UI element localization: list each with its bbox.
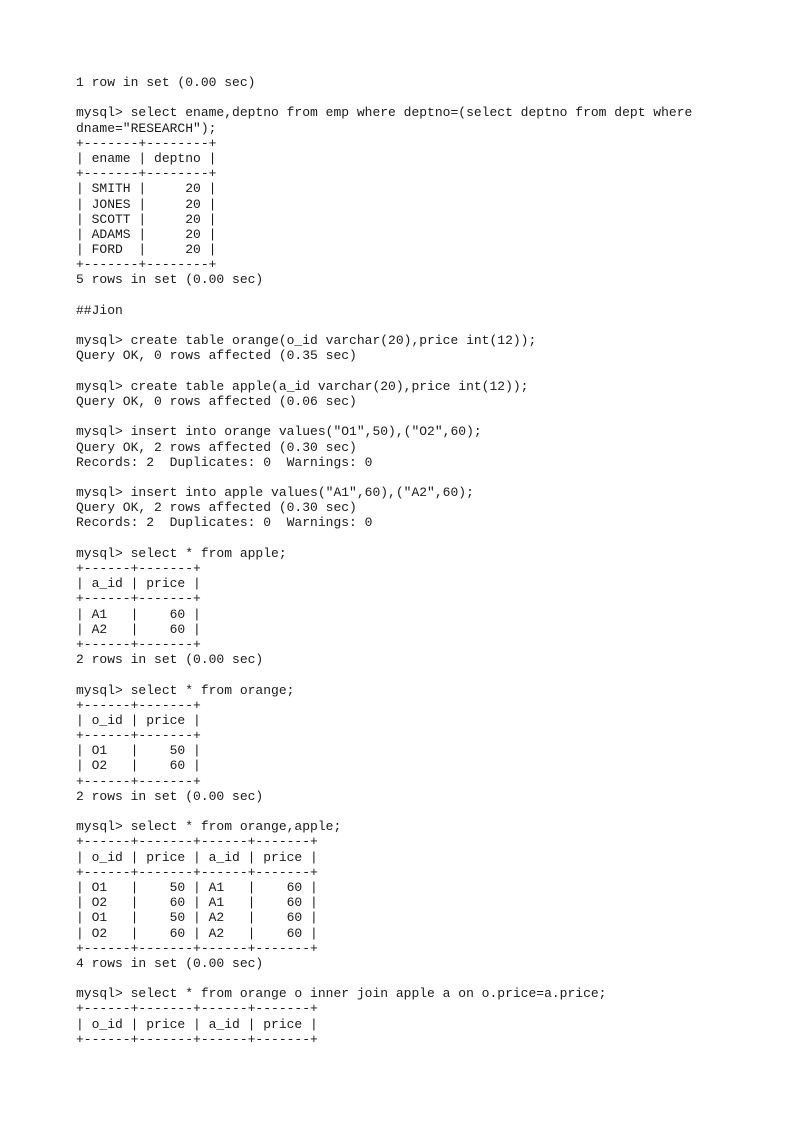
table-row-line: | O2 | 60 |	[76, 758, 201, 774]
blank-line	[76, 971, 776, 986]
table-row-line: | O1 | 50 | A2 | 60 |	[76, 910, 318, 926]
table-row-line: | O2 | 60 | A1 | 60 |	[76, 895, 318, 911]
sql-command-line: mysql> select * from apple;	[76, 545, 287, 561]
blank-line	[76, 90, 776, 105]
table-border-line: +------+-------+	[76, 636, 201, 652]
table-border-line: +------+-------+------+-------+	[76, 834, 318, 850]
result-status-line: 5 rows in set (0.00 sec)	[76, 272, 264, 288]
sql-command-line: mysql> insert into orange values("O1",50),("O2",60);	[76, 424, 482, 440]
table-row-line: | JONES | 20 |	[76, 196, 217, 212]
result-status-line: Records: 2 Duplicates: 0 Warnings: 0	[76, 454, 373, 470]
table-row-line: | o_id | price |	[76, 712, 201, 728]
table-border-line: +------+-------+	[76, 697, 201, 713]
result-status-line: 2 rows in set (0.00 sec)	[76, 652, 264, 668]
blank-line	[76, 409, 776, 424]
sql-command-line: mysql> create table orange(o_id varchar(20),price int(12));	[76, 333, 537, 349]
table-border-line: +------+-------+------+-------+	[76, 1031, 318, 1047]
table-row-line: | SCOTT | 20 |	[76, 211, 217, 227]
table-row-line: | O1 | 50 |	[76, 743, 201, 759]
table-row-line: | O1 | 50 | A1 | 60 |	[76, 879, 318, 895]
table-row-line: | o_id | price | a_id | price |	[76, 849, 318, 865]
table-row-line: | FORD | 20 |	[76, 242, 217, 258]
result-status-line: 1 row in set (0.00 sec)	[76, 75, 256, 90]
table-row-line: | ename | deptno |	[76, 150, 217, 166]
result-status-line: Query OK, 0 rows affected (0.06 sec)	[76, 393, 357, 409]
table-border-line: +-------+--------+	[76, 257, 217, 273]
result-status-line: Query OK, 2 rows affected (0.30 sec)	[76, 439, 357, 455]
blank-line	[76, 364, 776, 379]
table-border-line: +------+-------+	[76, 773, 201, 789]
sql-command-line: mysql> select * from orange,apple;	[76, 819, 342, 835]
table-row-line: | SMITH | 20 |	[76, 181, 217, 197]
table-border-line: +------+-------+------+-------+	[76, 940, 318, 956]
sql-command-line: mysql> insert into apple values("A1",60),("A2",60);	[76, 485, 474, 501]
result-status-line: 4 rows in set (0.00 sec)	[76, 955, 264, 971]
table-border-line: +-------+--------+	[76, 166, 217, 182]
blank-line	[76, 531, 776, 546]
table-border-line: +------+-------+	[76, 728, 201, 744]
table-row-line: | ADAMS | 20 |	[76, 226, 217, 242]
sql-command-line: mysql> create table apple(a_id varchar(20),price int(12));	[76, 378, 529, 394]
table-row-line: | A1 | 60 |	[76, 606, 201, 622]
table-row-line: | A2 | 60 |	[76, 621, 201, 637]
table-border-line: +------+-------+------+-------+	[76, 1001, 318, 1017]
table-border-line: +------+-------+	[76, 561, 201, 576]
table-border-line: +------+-------+------+-------+	[76, 864, 318, 880]
table-border-line: +------+-------+	[76, 591, 201, 607]
sql-command-line: mysql> select * from orange o inner join apple a on o.price=a.price;	[76, 986, 607, 1002]
text-line: dname="RESEARCH");	[76, 120, 217, 136]
document-page	[76, 75, 776, 1047]
table-row-line: | O2 | 60 | A2 | 60 |	[76, 925, 318, 941]
table-row-line: | a_id | price |	[76, 576, 201, 592]
result-status-line: Records: 2 Duplicates: 0 Warnings: 0	[76, 515, 373, 531]
result-status-line: 2 rows in set (0.00 sec)	[76, 788, 264, 804]
table-row-line: | o_id | price | a_id | price |	[76, 1016, 318, 1032]
section-heading-line: ##Jion	[76, 302, 123, 318]
sql-command-line: mysql> select * from orange;	[76, 682, 295, 698]
table-border-line: +-------+--------+	[76, 135, 217, 151]
blank-line	[76, 318, 776, 333]
result-status-line: Query OK, 0 rows affected (0.35 sec)	[76, 348, 357, 364]
blank-line	[76, 470, 776, 485]
result-status-line: Query OK, 2 rows affected (0.30 sec)	[76, 500, 357, 516]
sql-command-line: mysql> select ename,deptno from emp where deptno=(select deptno from dept where	[76, 105, 693, 121]
blank-line	[76, 804, 776, 819]
blank-line	[76, 288, 776, 303]
blank-line	[76, 667, 776, 682]
